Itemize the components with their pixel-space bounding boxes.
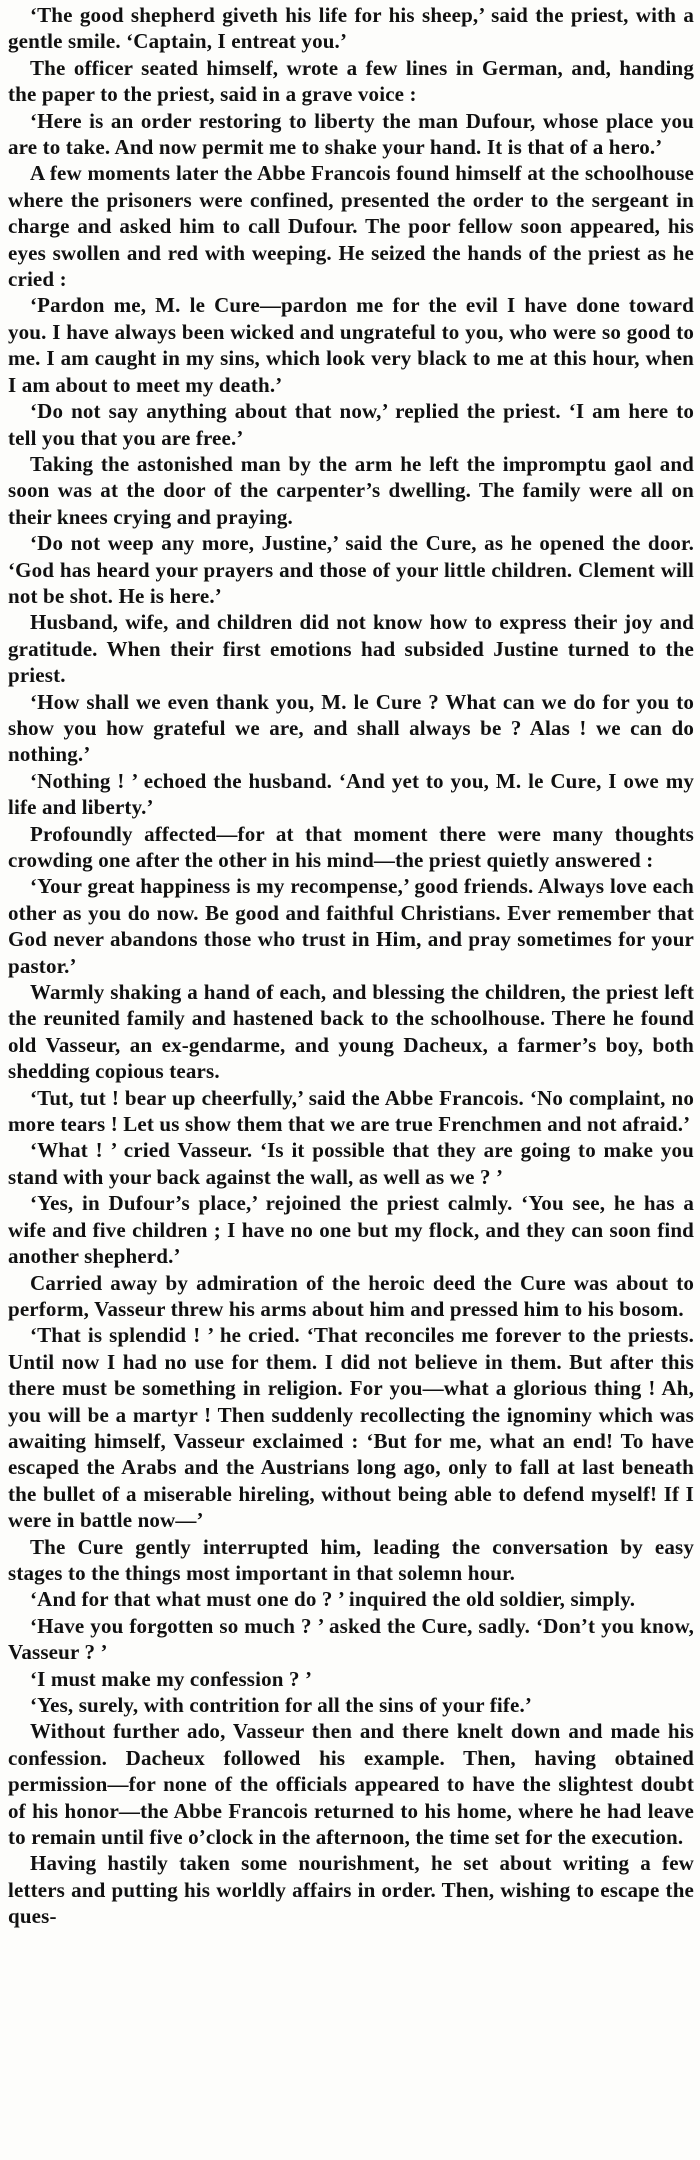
paragraph: ‘Have you forgotten so much ? ’ asked the Cure, sadly. ‘Don’t you know, Vasseur ? ’ xyxy=(8,1613,694,1665)
paragraph: ‘Yes, surely, with contrition for all the sins of your fife.’ xyxy=(30,1693,533,1717)
paragraph: ‘Do not say anything about that now,’ replied the priest. ‘I am here to tell you that you are free.’ xyxy=(8,399,694,450)
paragraph: The officer seated himself, wrote a few lines in German, and, handing the paper to the priest, said in a grave voice : xyxy=(8,55,694,107)
paragraph: Husband, wife, and children did not know how to express their joy and gratitude. When their first emotions had subsided Justine turned to the priest. xyxy=(8,610,694,688)
paragraph: ‘Your great happiness is my recompense,’ good friends. Always love each other as you do now. Be good and faithful Christians. Ever remember that God never abandons those who trust in Him, and pray sometimes for your pastor.’ xyxy=(8,874,694,978)
paragraph: ‘I must make my confession ? ’ xyxy=(30,1666,313,1691)
paragraph: ‘That is splendid ! ’ he cried. ‘That reconciles me forever to the priests. Until now I had no use for them. I did not believe in them. But after this there must be something in religion. For you—what a glorious thing ! Ah, you will be a martyr ! Then suddenly recollecting the ignominy which was awaiting himself, Vasseur exclaimed : ‘But for me, what an end! To have escaped the Arabs and the Austrians long ago, only to fall at last beneath the bullet of a miserable hireling, without being able to defend myself! If I were in battle now—’ xyxy=(8,1323,694,1533)
paragraph: A few moments later the Abbe Francois found himself at the schoolhouse where the prisoners were confined, presented the order to the sergeant in charge and asked him to call Dufour. The poor fellow soon appeared, his eyes swollen and red with weeping. He seized the hands of the priest as he cried : xyxy=(8,161,694,292)
paragraph: Having hastily taken some nourishment, he set about writing a few letters and putting his worldly affairs in order. Then, wishing to escape the ques- xyxy=(8,1851,694,1929)
paragraph: ‘Here is an order restoring to liberty the man Dufour, whose place you are to take. And now permit me to shake your hand. It is that of a hero.’ xyxy=(8,108,694,160)
paragraph: ‘Tut, tut ! bear up cheerfully,’ said the Abbe Francois. ‘No complaint, no more tears ! Let us show them that we are true Frenchmen and not afraid.’ xyxy=(8,1085,694,1137)
paragraph: Profoundly affected—for at that moment there were many thoughts crowding one after the other in his mind—the priest quietly answered : xyxy=(8,821,694,872)
paragraph: ‘Nothing ! ’ echoed the husband. ‘And yet to you, M. le Cure, I owe my life and liberty.’ xyxy=(8,768,694,820)
paragraph: ‘Yes, in Dufour’s place,’ rejoined the priest calmly. ‘You see, he has a wife and five children ; I have no one but my flock, and they can soon find another shepherd.’ xyxy=(8,1191,694,1269)
article-text xyxy=(8,2,694,1930)
paragraph: ‘The good shepherd giveth his life for his sheep,’ said the priest, with a gentle smile. ‘Captain, I entreat you.’ xyxy=(8,3,694,54)
paragraph: Without further ado, Vasseur then and there knelt down and made his confession. Dacheux followed his example. Then, having obtained permission—for none of the officials appeared to have the slightest doubt of his honor—the Abbe Francois returned to his home, where he had leave to remain until five o’clock in the afternoon, the time set for the execution. xyxy=(8,1719,694,1850)
paragraph: The Cure gently interrupted him, leading the conversation by easy stages to the things most important in that solemn hour. xyxy=(8,1534,694,1585)
paragraph: ‘How shall we even thank you, M. le Cure ? What can we do for you to show you how grateful we are, and shall always be ? Alas ! we can do nothing.’ xyxy=(8,689,694,767)
paragraph: Warmly shaking a hand of each, and blessing the children, the priest left the reunited family and hastened back to the schoolhouse. There he found old Vasseur, an ex-gendarme, and young Dacheux, a farmer’s boy, both shedding copious tears. xyxy=(8,980,694,1084)
paragraph: Taking the astonished man by the arm he left the impromptu gaol and soon was at the door of the carpenter’s dwelling. The family were all on their knees crying and praying. xyxy=(8,451,694,529)
paragraph: ‘Pardon me, M. le Cure—pardon me for the evil I have done toward you. I have always been wicked and ungrateful to you, who were so good to me. I am caught in my sins, which look very black to me at this hour, when I am about to meet my death.’ xyxy=(8,293,694,397)
paragraph: ‘And for that what must one do ? ’ inquired the old soldier, simply. xyxy=(30,1587,636,1612)
paragraph: ‘What ! ’ cried Vasseur. ‘Is it possible that they are going to make you stand with your back against the wall, as well as we ? ’ xyxy=(8,1138,694,1189)
paragraph: Carried away by admiration of the heroic deed the Cure was about to perform, Vasseur threw his arms about him and pressed him to his bosom. xyxy=(8,1270,694,1321)
paragraph: ‘Do not weep any more, Justine,’ said the Cure, as he opened the door. ‘God has heard your prayers and those of your little children. Clement will not be shot. He is here.’ xyxy=(8,531,694,608)
